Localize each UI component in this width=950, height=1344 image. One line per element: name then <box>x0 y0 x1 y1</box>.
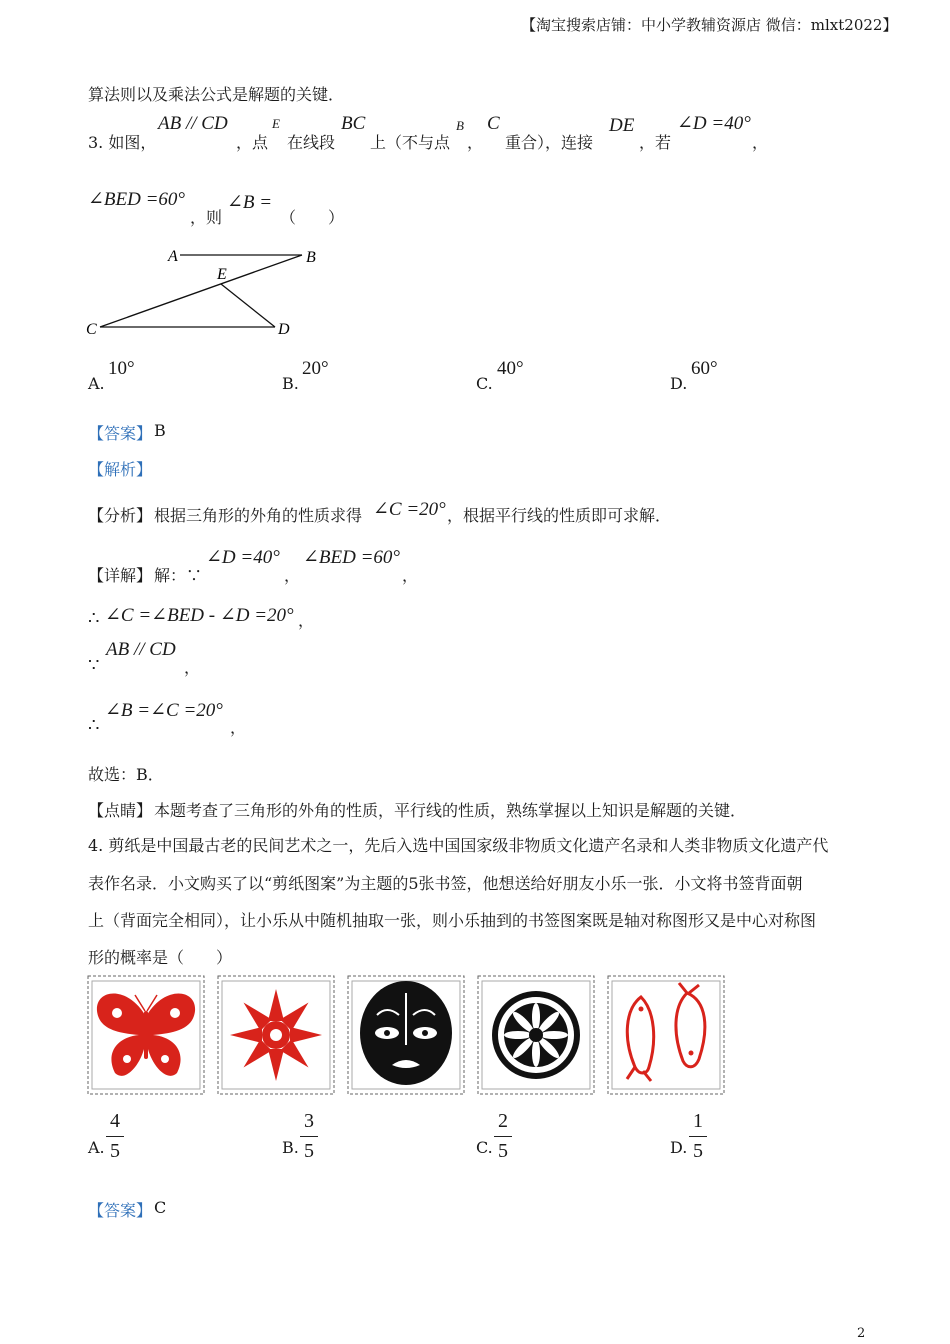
denominator: 5 <box>304 1140 314 1162</box>
q3-point-pre: ，点 <box>236 133 269 152</box>
q3-analysis-tag: 【解析】 <box>88 460 153 479</box>
page-number: 2 <box>857 1326 866 1341</box>
fraction-bar <box>689 1136 707 1137</box>
q3-choice: 故选：B． <box>88 765 164 784</box>
label-e: E <box>217 266 227 283</box>
q3-e: E <box>272 116 280 131</box>
q3-number: 3. 如图， <box>88 133 157 152</box>
intro-line: 算法则以及乘法公式是解题的关键． <box>88 85 345 104</box>
bookmark-mandala[interactable] <box>477 975 595 1095</box>
q4-line1: 4. 剪纸是中国最古老的民间艺术之一，先后入选中国国家级非物质文化遗产名录和人类非物质文化遗产代 <box>88 836 829 855</box>
label-d: D <box>278 321 290 338</box>
q3-option-b-letter[interactable]: B. <box>282 374 299 393</box>
q3-not-coincide: 上（不与点 <box>370 133 451 152</box>
fraction-bar <box>106 1136 124 1137</box>
q4-answer-tag: 【答案】 <box>88 1201 153 1220</box>
segment-bc <box>100 255 302 327</box>
label-a: A <box>168 248 178 265</box>
q3-option-b-value[interactable]: 20° <box>302 358 329 379</box>
q3-option-d-letter[interactable]: D. <box>670 374 688 393</box>
numerator: 3 <box>304 1110 314 1132</box>
q3-option-c-letter[interactable]: C. <box>476 374 493 393</box>
q3-step1-end: ， <box>298 611 315 630</box>
q3-detail-pre: 解：∵ <box>154 566 203 585</box>
denominator: 5 <box>110 1140 120 1162</box>
q3-detail-tag: 【详解】 <box>88 566 153 585</box>
mandala-icon <box>492 991 580 1079</box>
q3-option-d-value[interactable]: 60° <box>691 358 718 379</box>
q3-step3: ∠B =∠C =20° <box>105 700 223 721</box>
q3-answer-tag: 【答案】 <box>88 424 153 443</box>
q3-step2-end: ， <box>184 658 201 677</box>
header-note: 【淘宝搜索店铺：中小学教辅资源店 微信：mlxt2022】 <box>521 16 898 34</box>
q3-detail-bed: ∠BED =60° <box>303 547 401 568</box>
segment-ed <box>221 284 275 327</box>
q3-step1-sym: ∴ <box>88 608 100 629</box>
q4-line4: 形的概率是（ ） <box>88 948 233 967</box>
q3-detail-d: ∠D =40° <box>206 547 280 568</box>
q4-option-b-letter[interactable]: B. <box>282 1138 299 1157</box>
q4-option-c-fraction[interactable] <box>494 1110 512 1163</box>
q3-detail-mid: ， <box>284 566 301 585</box>
q4-option-a-letter[interactable]: A. <box>88 1138 105 1157</box>
q3-step2: AB // CD <box>106 639 176 660</box>
q3-coincide: 重合），连接 <box>505 133 594 152</box>
q4-answer: C <box>154 1198 167 1217</box>
q3-bc: BC <box>341 113 366 134</box>
q4-option-a-fraction[interactable] <box>106 1110 124 1163</box>
bookmark-butterfly[interactable] <box>87 975 205 1095</box>
q4-option-d-letter[interactable]: D. <box>670 1138 688 1157</box>
q4-line3: 上（背面完全相同），让小乐从中随机抽取一张，则小乐抽到的书签图案既是轴对称图形又是中心对称图 <box>88 911 817 930</box>
q3-c: C <box>487 113 500 134</box>
fraction-bar <box>494 1136 512 1137</box>
q4-option-c-letter[interactable]: C. <box>476 1138 493 1157</box>
q3-paren: （ ） <box>280 208 345 227</box>
snowflake-icon <box>230 989 322 1081</box>
q3-step3-end: ， <box>230 718 247 737</box>
fraction-bar <box>300 1136 318 1137</box>
q3-de: DE <box>609 115 635 136</box>
denominator: 5 <box>498 1140 508 1162</box>
q3-step1: ∠C =∠BED - ∠D =20° <box>105 605 294 626</box>
q3-option-a-value[interactable]: 10° <box>108 358 135 379</box>
numerator: 1 <box>693 1110 703 1132</box>
denominator: 5 <box>693 1140 703 1162</box>
q3-option-a-letter[interactable]: A. <box>88 374 105 393</box>
label-c: C <box>86 321 97 338</box>
bookmark-snowflake[interactable] <box>217 975 335 1095</box>
q3-ab-cd: AB // CD <box>158 113 228 134</box>
q3-step2-sym: ∵ <box>88 655 100 676</box>
q3-ruo: ，若 <box>639 133 672 152</box>
q3-angle-d: ∠D =40° <box>677 113 751 134</box>
q3-comma: ， <box>467 133 484 152</box>
q3-angle-b: ∠B = <box>227 192 273 213</box>
q3-dianjing: 本题考查了三角形的外角的性质，平行线的性质，熟练掌握以上知识是解题的关键． <box>154 801 747 820</box>
q3-fenxi-pre: 根据三角形的外角的性质求得 <box>154 506 363 525</box>
q3-fenxi-tag: 【分析】 <box>88 506 153 525</box>
q4-line2: 表作名录．小文购买了以“剪纸图案”为主题的5张书签，他想送给好朋友小乐一张．小文将书签背面朝 <box>88 874 803 893</box>
q3-on-segment: 在线段 <box>287 133 336 152</box>
q3-angle-bed: ∠BED =60° <box>88 189 186 210</box>
q3-dianjing-tag: 【点睛】 <box>88 801 153 820</box>
opera-mask-icon <box>360 981 452 1085</box>
q3-option-c-value[interactable]: 40° <box>497 358 524 379</box>
q3-fenxi-post: ，根据平行线的性质即可求解． <box>447 506 672 525</box>
q3-figure <box>80 240 340 350</box>
q3-step3-sym: ∴ <box>88 715 100 736</box>
numerator: 4 <box>110 1110 120 1132</box>
label-b: B <box>306 249 316 266</box>
numerator: 2 <box>498 1110 508 1132</box>
q3-detail-end: ， <box>402 566 419 585</box>
q3-answer: B <box>154 421 166 440</box>
q3-fenxi-math: ∠C =20° <box>373 499 446 520</box>
q3-end-comma: ， <box>752 133 769 152</box>
bookmark-opera-mask[interactable] <box>347 975 465 1095</box>
q4-option-d-fraction[interactable] <box>689 1110 707 1163</box>
q3-b: B <box>456 118 464 133</box>
q4-option-b-fraction[interactable] <box>300 1110 318 1163</box>
bookmark-fish[interactable] <box>607 975 725 1095</box>
q3-ze: ，则 <box>190 208 223 227</box>
